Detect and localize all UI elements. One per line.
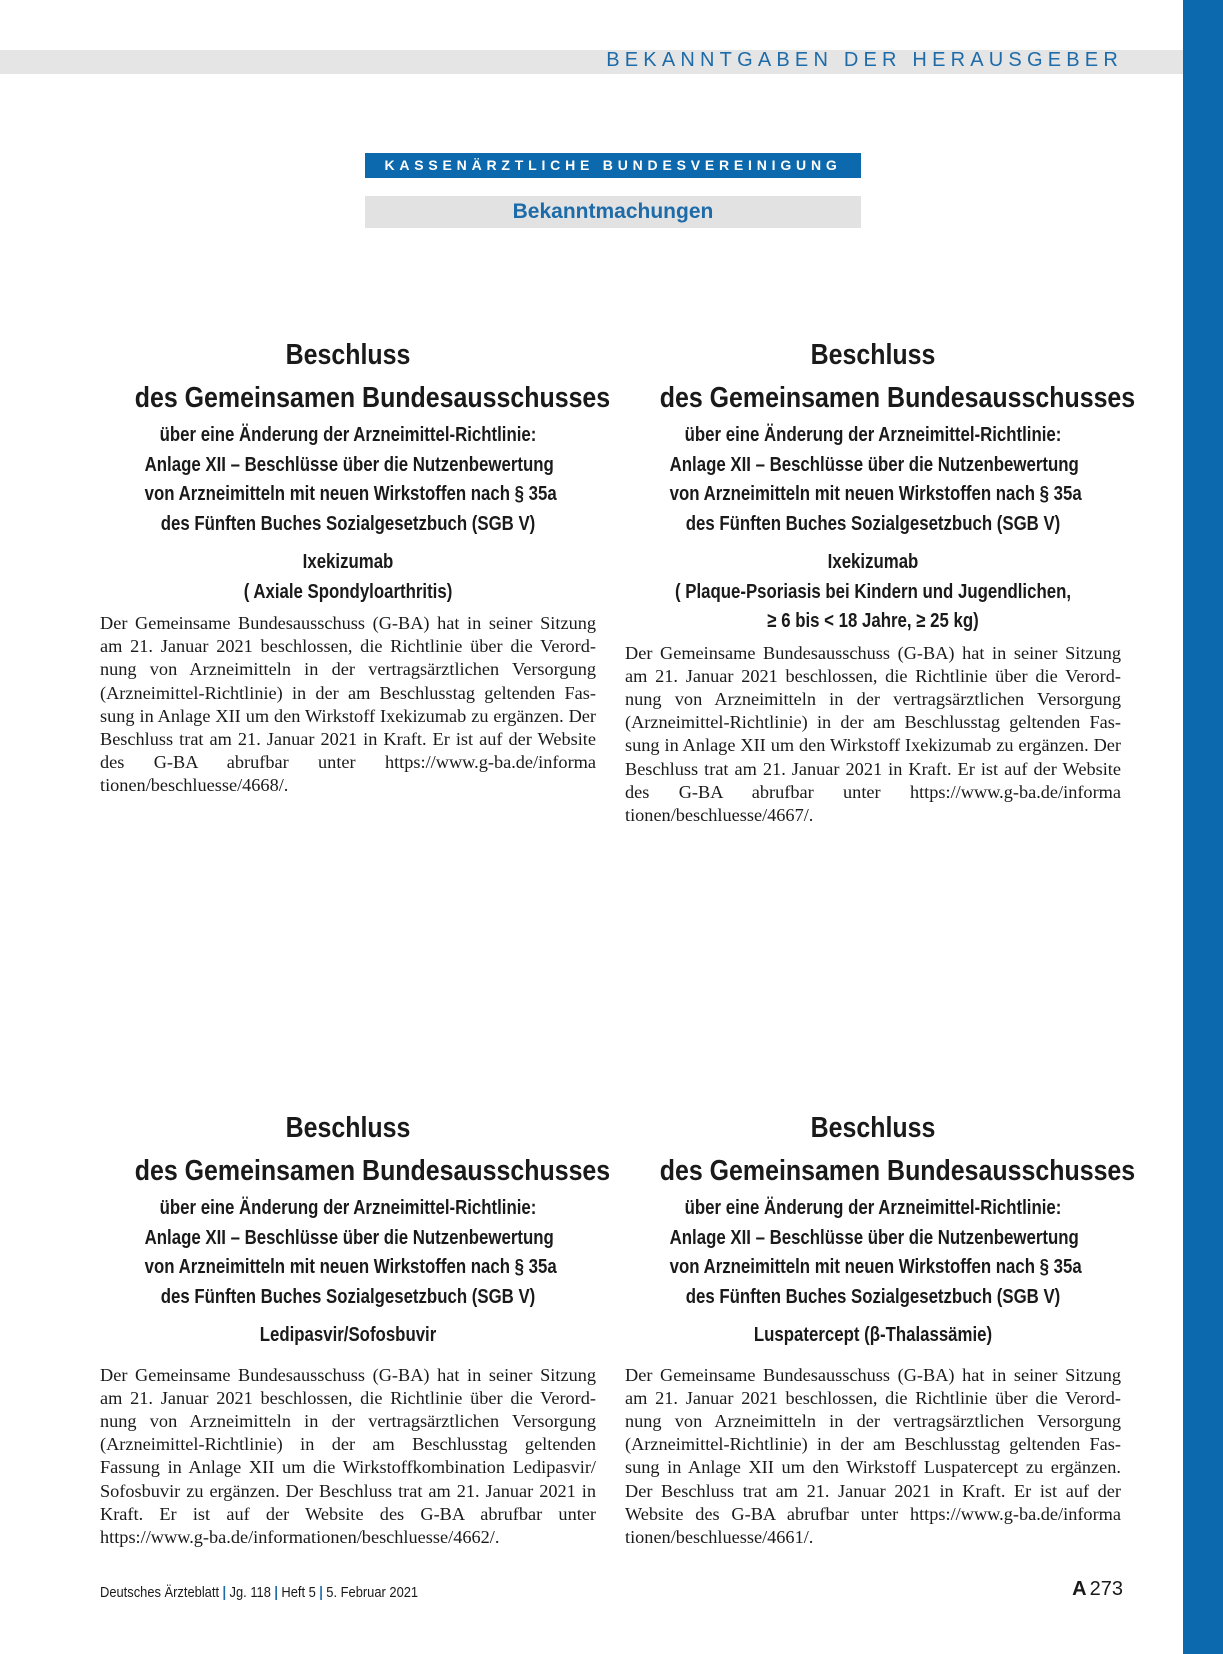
notice-ledipasvir-sofosbuvir	[100, 1107, 611, 1549]
notice-ixekizumab-spondyloarthritis	[100, 334, 611, 798]
notice-body: Der Gemeinsame Bundesausschuss (G-BA) hat in seiner Sitzung am 21. Januar 2021 beschlossen, die Richtlinie über die Verordnung von Arzneimitteln in der vertragsärztlichen Versorgung (Arzneimittel-Richtlinie) in der am Beschlusstag geltenden Fassung in Anlage XII um den Wirkstoff Luspatercept zu ergänzen. Der Beschluss trat am 21. Januar 2021 in Kraft. Er ist auf der Website des G-BA abrufbar unter https://www.g-ba.de/informa tionen/beschluesse/4661/.	[625, 1364, 1121, 1547]
notice-body: Der Gemeinsame Bundesausschuss (G-BA) hat in seiner Sitzung am 21. Januar 2021 beschlossen, die Richtlinie über die Verordnung von Arzneimitteln in der vertragsärztlichen Versorgung (Arzneimittel-Richtlinie) in der am Beschlusstag geltenden Fassung in Anlage XII um den Wirkstoff Ixekizumab zu ergänzen. Der Beschluss trat am 21. Januar 2021 in Kraft. Er ist auf der Website des G-BA abrufbar unter https://www.g-ba.de/informa tionen/beschluesse/4668/.	[100, 613, 596, 796]
notice-subtitle-line-4: des Fünften Buches Sozialgesetzbuch (SGB V)	[685, 1284, 1061, 1308]
notice-subtitle-line-4: des Fünften Buches Sozialgesetzbuch (SGB V)	[160, 511, 536, 535]
notice-subtitle-line-3: von Arzneimitteln mit neuen Wirkstoffen nach § 35a	[669, 482, 1082, 505]
notice-title: Beschluss	[285, 1112, 411, 1144]
notice-body: Der Gemeinsame Bundesausschuss (G-BA) hat in seiner Sitzung am 21. Januar 2021 beschlossen, die Richtlinie über die Verordnung von Arzneimitteln in der vertragsärztlichen Versorgung (Arzneimittel-Richtlinie) in der am Beschlusstag geltenden Fassung in Anlage XII um die Wirkstoffkombination Ledipasvir/ Sofosbuvir zu ergänzen. Der Beschluss trat am 21. Januar 2021 in Kraft. Er ist auf der Website des G-BA abrufbar unter https://www.g-ba.de/informationen/beschluesse/4662/.	[100, 1364, 596, 1547]
notice-subtitle-line-3: von Arzneimitteln mit neuen Wirkstoffen nach § 35a	[144, 482, 557, 505]
footer-separator: |	[222, 1584, 227, 1601]
footer-separator: |	[274, 1584, 278, 1601]
notice-drug-name: Ledipasvir/Sofosbuvir	[259, 1323, 437, 1346]
notice-subtitle-line-4: des Fünften Buches Sozialgesetzbuch (SGB V)	[685, 511, 1061, 535]
notice-title-line-2: des Gemeinsamen Bundesausschusses	[659, 382, 1136, 414]
notice-drug-indication: ( Axiale Spondyloarthritis)	[243, 579, 453, 603]
notice-title: Beschluss	[810, 1112, 936, 1144]
notice-subtitle-line-2: Anlage XII – Beschlüsse über die Nutzenbewertung	[669, 1225, 1079, 1249]
section-title: BEKANNTGABEN DER HERAUSGEBER	[606, 49, 1123, 71]
notice-title-line-2: des Gemeinsamen Bundesausschusses	[134, 382, 611, 414]
notice-luspatercept	[625, 1107, 1136, 1549]
footer-journal: Deutsches Ärzteblatt	[100, 1584, 220, 1601]
notice-drug-name: Ixekizumab	[302, 550, 394, 573]
notice-subtitle-line-4: des Fünften Buches Sozialgesetzbuch (SGB V)	[160, 1284, 536, 1308]
notice-ixekizumab-psoriasis	[625, 334, 1136, 827]
footer-date: 5. Februar 2021	[326, 1584, 419, 1601]
notice-subtitle-line-2: Anlage XII – Beschlüsse über die Nutzenbewertung	[144, 452, 554, 476]
notice-drug-name: Ixekizumab	[827, 550, 919, 573]
page-number	[1072, 1578, 1123, 1601]
notice-title: Beschluss	[285, 339, 411, 371]
notice-title-line-2: des Gemeinsamen Bundesausschusses	[134, 1155, 611, 1187]
org-banner: KASSENÄRZTLICHE BUNDESVEREINIGUNG	[365, 153, 861, 178]
notice-subtitle-line-3: von Arzneimitteln mit neuen Wirkstoffen nach § 35a	[669, 1255, 1082, 1278]
page-number-value: 273	[1089, 1578, 1123, 1600]
notice-subtitle-line-1: über eine Änderung der Arzneimittel-Richtlinie:	[684, 423, 1062, 446]
footer-separator: |	[319, 1584, 323, 1601]
notice-subtitle-line-2: Anlage XII – Beschlüsse über die Nutzenbewertung	[669, 452, 1079, 476]
page-number-prefix: A	[1072, 1578, 1087, 1600]
sidebar-color-bar	[1183, 0, 1223, 1654]
notice-drug-indication-line-2: ≥ 6 bis < 18 Jahre, ≥ 25 kg)	[767, 609, 979, 632]
footer-volume: Jg. 118	[229, 1584, 271, 1601]
notice-subtitle-line-1: über eine Änderung der Arzneimittel-Richtlinie:	[684, 1196, 1062, 1219]
notice-drug-name: Luspatercept (β-Thalassämie)	[753, 1323, 993, 1346]
notice-subtitle-line-1: über eine Änderung der Arzneimittel-Richtlinie:	[159, 1196, 537, 1219]
footer-issue: Heft 5	[281, 1584, 316, 1601]
notice-subtitle-line-3: von Arzneimitteln mit neuen Wirkstoffen nach § 35a	[144, 1255, 557, 1278]
notice-title: Beschluss	[810, 339, 936, 371]
sub-banner: Bekanntmachungen	[365, 196, 861, 228]
notice-drug-indication: ( Plaque-Psoriasis bei Kindern und Jugendlichen,	[674, 579, 1072, 603]
notice-body: Der Gemeinsame Bundesausschuss (G-BA) hat in seiner Sitzung am 21. Januar 2021 beschlossen, die Richtlinie über die Verordnung von Arzneimitteln in der vertragsärztlichen Versorgung (Arzneimittel-Richtlinie) in der am Beschlusstag geltenden Fassung in Anlage XII um den Wirkstoff Ixekizumab zu ergänzen. Der Beschluss trat am 21. Januar 2021 in Kraft. Er ist auf der Website des G-BA abrufbar unter https://www.g-ba.de/informa tionen/beschluesse/4667/.	[625, 642, 1121, 825]
notice-subtitle-line-2: Anlage XII – Beschlüsse über die Nutzenbewertung	[144, 1225, 554, 1249]
footer-citation	[100, 1584, 418, 1601]
notice-title-line-2: des Gemeinsamen Bundesausschusses	[659, 1155, 1136, 1187]
notice-subtitle-line-1: über eine Änderung der Arzneimittel-Richtlinie:	[159, 423, 537, 446]
